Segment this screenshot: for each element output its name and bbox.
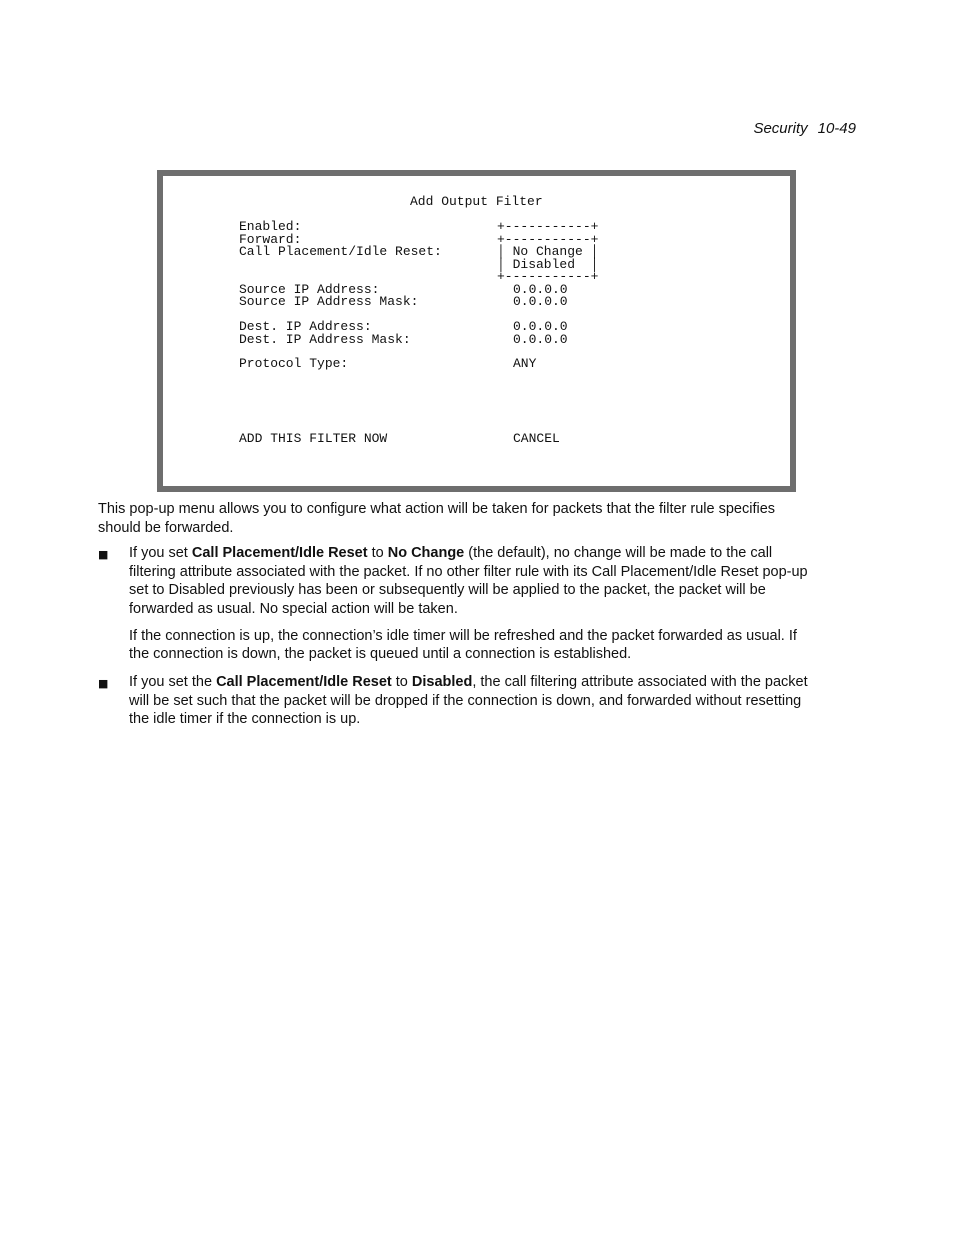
popup-option-disabled[interactable]: │ Disabled │: [497, 256, 599, 272]
screen-title: Add Output Filter: [410, 194, 543, 209]
intro-line: should be forwarded.: [98, 519, 234, 536]
text: , the call filtering attribute associated with the packet: [472, 674, 808, 690]
bullet-marker: ■: [98, 548, 109, 561]
text: If you set the: [129, 674, 217, 690]
page-number: 10-49: [817, 120, 856, 137]
text: If you set: [129, 545, 192, 561]
value-emphasis: Disabled: [411, 674, 473, 690]
popup-bottom-border: +-----------+: [497, 269, 599, 284]
popup-option-no-change[interactable]: │ No Change │: [497, 244, 599, 259]
add-filter-button[interactable]: ADD THIS FILTER NOW: [239, 431, 388, 446]
dest-mask-label[interactable]: Dest. IP Address Mask:: [239, 331, 411, 347]
source-mask-label[interactable]: Source IP Address Mask:: [239, 294, 419, 309]
bullet-line: set to Disabled previously has been or subsequently will be applied to the packet, the packet will be: [129, 582, 766, 598]
popup-top-border: +-----------+: [497, 219, 599, 234]
text: to: [391, 674, 412, 690]
source-mask-value[interactable]: 0.0.0.0: [513, 294, 568, 309]
bullet-line: [129, 544, 855, 563]
bullet-line: [129, 673, 855, 692]
bullet-item-disabled: [129, 673, 855, 729]
bullet-item-no-change: [129, 544, 855, 664]
enabled-label[interactable]: Enabled:: [239, 219, 302, 234]
bullet-subparagraph-line: If the connection is up, the connection’s idle timer will be refreshed and the packet forwarded as usual. If: [129, 627, 797, 644]
intro-line: This pop-up menu allows you to configure what action will be taken for packets that the filter rule specifies: [98, 501, 776, 517]
text: to: [367, 545, 388, 561]
dest-ip-value[interactable]: 0.0.0.0: [513, 319, 568, 334]
bullet-marker: ■: [98, 677, 109, 690]
dest-ip-label[interactable]: Dest. IP Address:: [239, 319, 372, 334]
source-ip-value[interactable]: 0.0.0.0: [513, 281, 568, 297]
terminal-screen: [157, 170, 796, 492]
dest-mask-value[interactable]: 0.0.0.0: [513, 331, 568, 347]
popup-mid-border: +-----------+: [497, 231, 599, 247]
protocol-label[interactable]: Protocol Type:: [239, 356, 349, 371]
protocol-value[interactable]: ANY: [513, 356, 537, 371]
bullet-line: forwarded as usual. No special action will be taken.: [129, 600, 458, 617]
bullet-line: will be set such that the packet will be dropped if the connection is down, and forwarded without resetting: [129, 692, 802, 709]
bullet-subparagraph-line: the connection is down, the packet is queued until a connection is established.: [129, 646, 632, 662]
intro-paragraph: [98, 500, 858, 537]
cancel-button[interactable]: CANCEL: [513, 431, 560, 446]
bullet-line: filtering attribute associated with the packet. If no other filter rule with its Call Placement/Idle Reset pop-up: [129, 563, 808, 580]
bullet-line: the idle timer if the connection is up.: [129, 711, 361, 727]
text: (the default), no change will be made to the call: [464, 545, 773, 561]
section-title: Security: [753, 120, 808, 137]
page-header: [753, 120, 856, 137]
field-name-emphasis: Call Placement/Idle Reset: [191, 545, 368, 561]
field-name-emphasis: Call Placement/Idle Reset: [216, 674, 392, 690]
call-placement-label[interactable]: Call Placement/Idle Reset:: [239, 244, 442, 259]
source-ip-label[interactable]: Source IP Address:: [239, 281, 380, 297]
value-emphasis: No Change: [387, 545, 465, 561]
forward-label[interactable]: Forward:: [239, 231, 302, 247]
